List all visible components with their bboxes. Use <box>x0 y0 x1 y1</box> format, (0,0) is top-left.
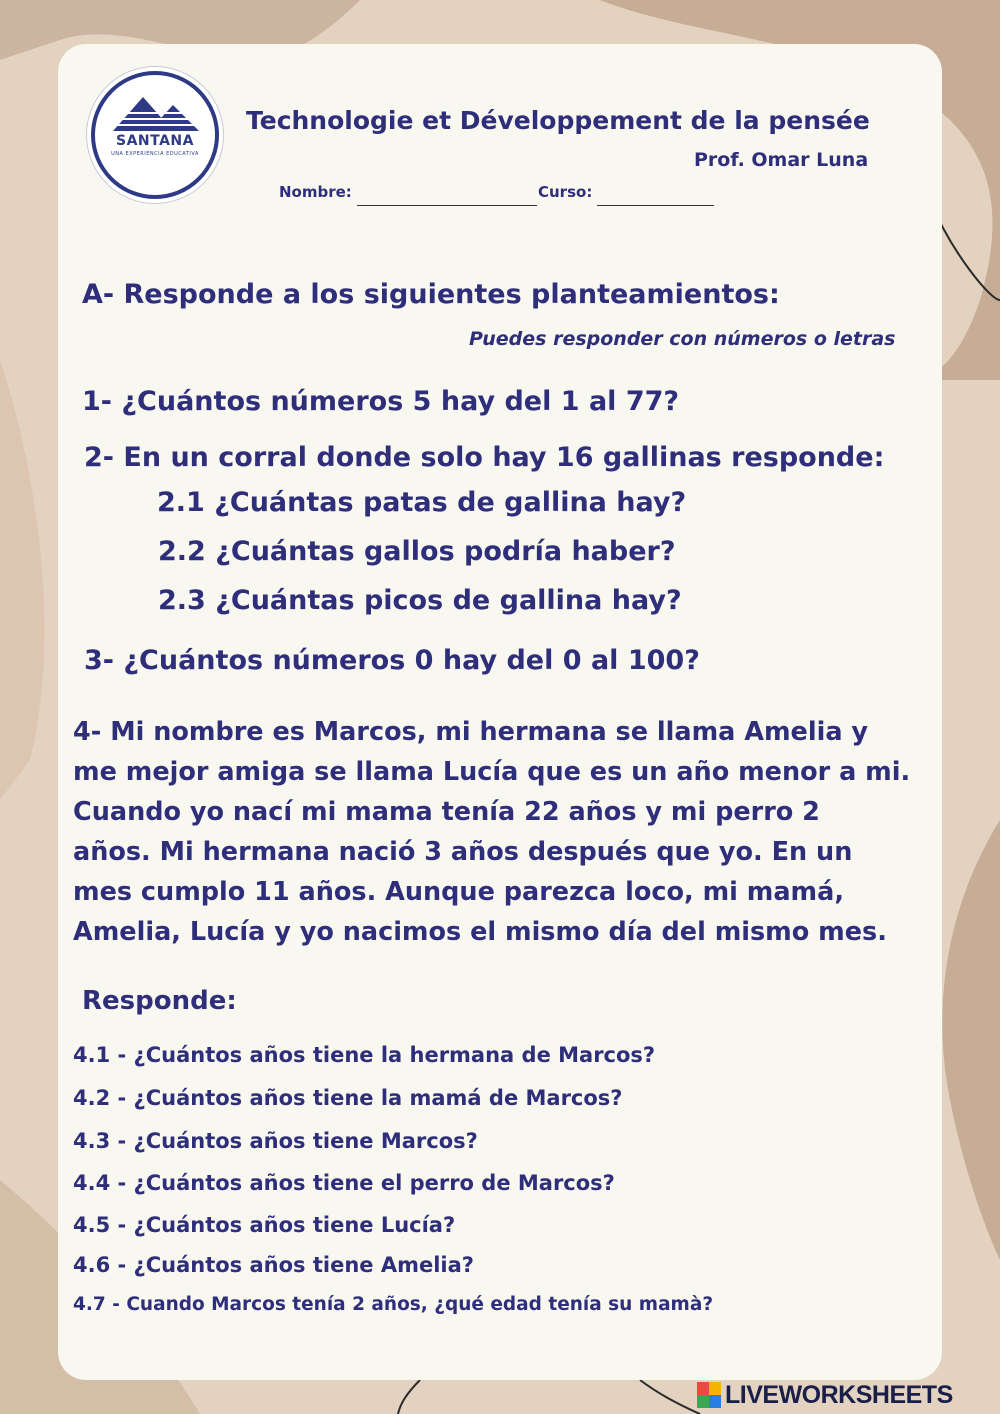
question-2-1: 2.1 ¿Cuántas patas de gallina hay? <box>157 487 687 518</box>
sub-question-4-1: 4.1 - ¿Cuántos años tiene la hermana de Marcos? <box>73 1043 656 1067</box>
school-logo <box>86 66 224 204</box>
answer-note: Puedes responder con números o letras <box>469 328 896 350</box>
respond-heading: Responde: <box>82 986 237 1016</box>
mountain-icon <box>109 95 201 131</box>
paragraph-line: me mejor amiga se llama Lucía que es un año menor a mi. <box>73 757 911 787</box>
sub-question-4-6: 4.6 - ¿Cuántos años tiene Amelia? <box>73 1253 474 1277</box>
name-field[interactable] <box>357 205 537 206</box>
sub-question-4-5: 4.5 - ¿Cuántos años tiene Lucía? <box>73 1213 456 1237</box>
sub-question-4-3: 4.3 - ¿Cuántos años tiene Marcos? <box>73 1129 478 1153</box>
course-label: Curso: <box>538 183 593 201</box>
name-label: Nombre: <box>279 183 352 201</box>
liveworksheets-brand[interactable] <box>697 1380 953 1410</box>
sub-question-4-2: 4.2 - ¿Cuántos años tiene la mamá de Marcos? <box>73 1086 623 1110</box>
question-2-2: 2.2 ¿Cuántas gallos podría haber? <box>158 536 676 567</box>
logo-tagline: UNA EXPERIENCIA EDUCATIVA <box>111 151 199 157</box>
question-1: 1- ¿Cuántos números 5 hay del 1 al 77? <box>82 386 680 417</box>
paragraph-line: Cuando yo nací mi mama tenía 22 años y mi perro 2 <box>73 797 820 827</box>
question-2: 2- En un corral donde solo hay 16 gallinas responde: <box>84 442 885 473</box>
question-4-paragraph <box>73 712 963 952</box>
sub-question-4-4: 4.4 - ¿Cuántos años tiene el perro de Marcos? <box>73 1171 615 1195</box>
paragraph-line: 4- Mi nombre es Marcos, mi hermana se llama Amelia y <box>73 717 869 747</box>
course-field[interactable] <box>597 205 714 206</box>
worksheet-title: Technologie et Développement de la pensée <box>246 106 870 135</box>
brand-text: LIVEWORKSHEETS <box>725 1380 953 1409</box>
sub-question-4-7: 4.7 - Cuando Marcos tenía 2 años, ¿qué edad tenía su mamà? <box>73 1294 714 1315</box>
paragraph-line: años. Mi hermana nació 3 años después que yo. En un <box>73 837 853 867</box>
paragraph-line: mes cumplo 11 años. Aunque parezca loco, mi mamá, <box>73 877 845 907</box>
section-a-heading: A- Responde a los siguientes planteamientos: <box>82 279 780 310</box>
liveworksheets-icon <box>697 1382 721 1408</box>
professor-name: Prof. Omar Luna <box>694 149 869 171</box>
question-2-3: 2.3 ¿Cuántas picos de gallina hay? <box>158 585 682 616</box>
paragraph-line: Amelia, Lucía y yo nacimos el mismo día del mismo mes. <box>73 917 887 947</box>
logo-name: SANTANA <box>116 133 194 149</box>
question-3: 3- ¿Cuántos números 0 hay del 0 al 100? <box>84 645 700 676</box>
